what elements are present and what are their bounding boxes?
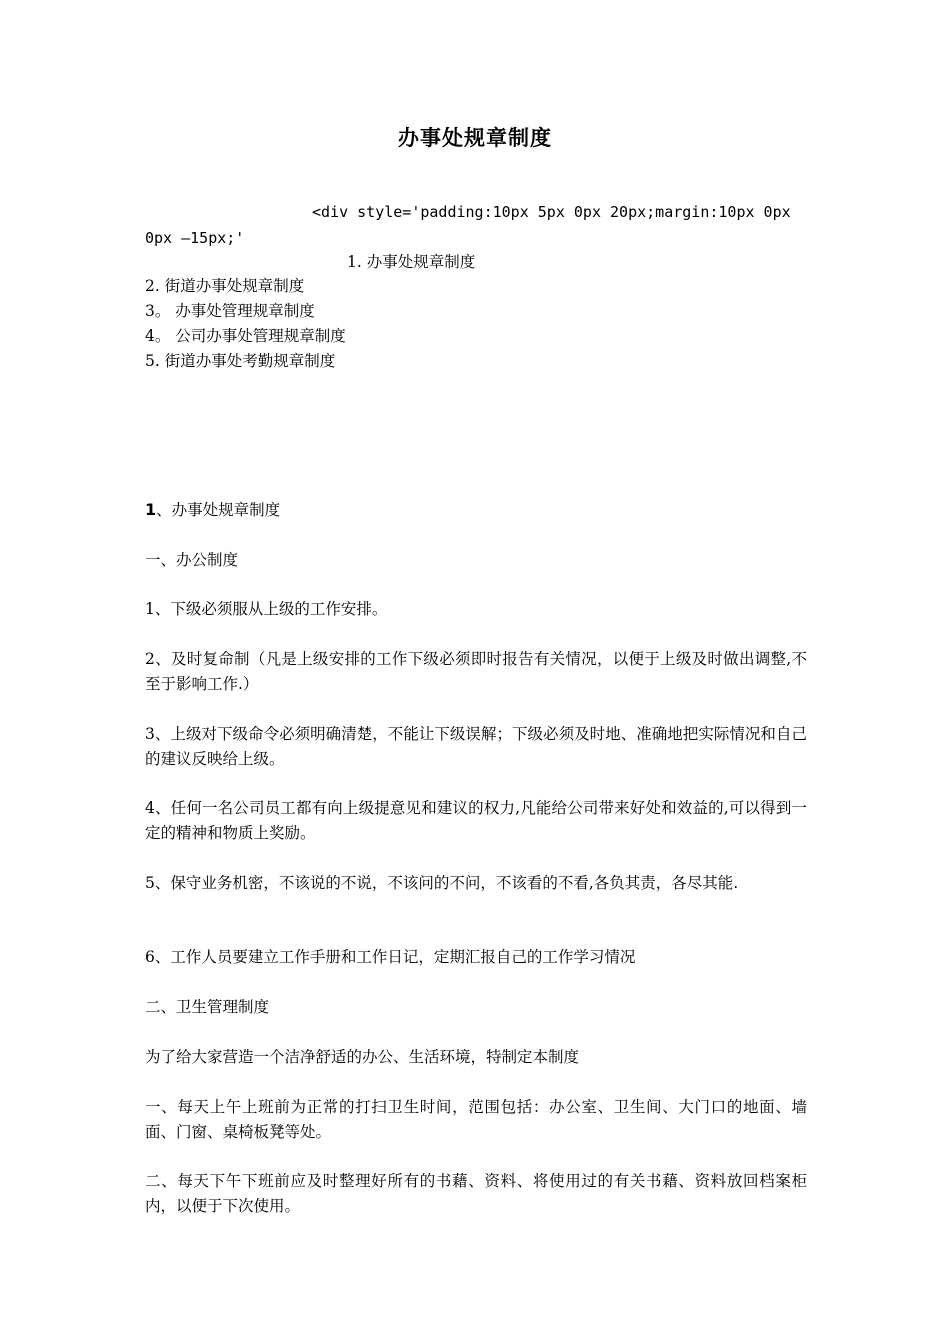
office-rule-5: 5、保守业务机密，不该说的不说，不该问的不问，不该看的不看,各负其责，各尽其能.	[145, 874, 739, 892]
toc-item-4: 4。 公司办事处管理规章制度	[145, 327, 346, 345]
hygiene-rules-heading: 二、卫生管理制度	[145, 998, 270, 1016]
office-rule-3: 3、上级对下级命令必须明确清楚，不能让下级误解；下级必须及时地、准确地把实际情况和自己的建议反映给上级。	[145, 725, 807, 768]
toc-item-2: 2. 街道办事处规章制度	[145, 277, 305, 295]
office-rule-1: 1、下级必须服从上级的工作安排。	[145, 600, 388, 618]
office-rule-2: 2、及时复命制（凡是上级安排的工作下级必须即时报告有关情况，以便于上级及时做出调整,不至于影响工作.）	[145, 650, 807, 693]
code-snippet-line-1: <div style='padding:10px 5px 0px 20px;margin:10px 0px	[312, 203, 791, 221]
hygiene-rule-1: 一、每天上午上班前为正常的打扫卫生时间，范围包括：办公室、卫生间、大门口的地面、墙面、门窗、桌椅板凳等处。	[145, 1098, 807, 1141]
office-rule-4: 4、任何一名公司员工都有向上级提意见和建议的权力,凡能给公司带来好处和效益的,可以得到一定的精神和物质上奖励。	[145, 799, 807, 842]
section-number: 1	[145, 500, 157, 519]
section-title: 、办事处规章制度	[156, 501, 281, 519]
office-rules-heading: 一、办公制度	[145, 551, 239, 569]
office-rule-6: 6、工作人员要建立工作手册和工作日记，定期汇报自己的工作学习情况	[145, 948, 636, 966]
document-title: 办事处规章制度	[398, 126, 552, 150]
section-heading	[145, 499, 280, 521]
hygiene-rule-2: 二、每天下午下班前应及时整理好所有的书藉、资料、将使用过的有关书藉、资料放回档案柜内，以便于下次使用。	[145, 1172, 807, 1215]
code-snippet-line-2: 0px —15px;'	[145, 229, 245, 247]
toc-item-5: 5. 街道办事处考勤规章制度	[145, 352, 336, 370]
toc-item-1: 1. 办事处规章制度	[347, 253, 476, 271]
hygiene-rules-intro: 为了给大家营造一个洁净舒适的办公、生活环境，特制定本制度	[145, 1048, 580, 1066]
toc-item-3: 3。 办事处管理规章制度	[145, 302, 315, 320]
